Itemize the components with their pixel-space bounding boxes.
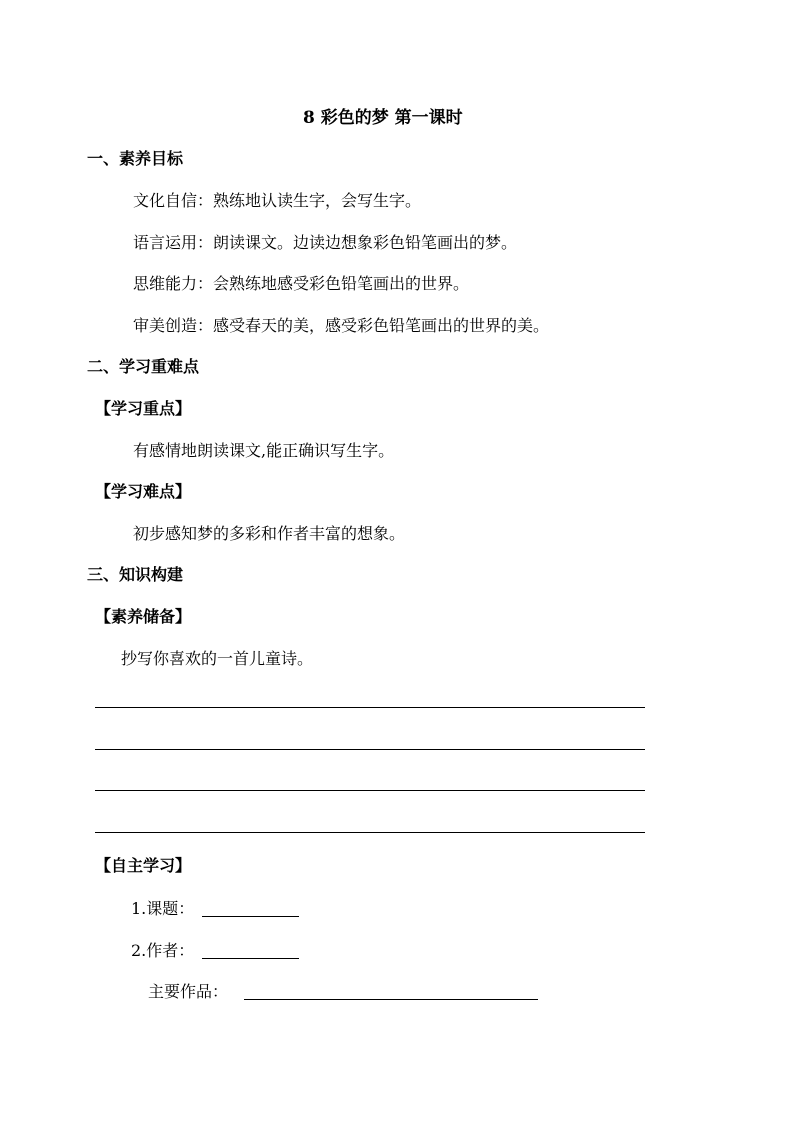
preparation-text: 抄写你喜欢的一首儿童诗。	[121, 649, 314, 668]
title-answer-blank[interactable]	[202, 916, 299, 917]
writing-line[interactable]	[95, 707, 645, 708]
goal-item: 思维能力：会熟练地感受彩色铅笔画出的世界。	[133, 274, 470, 293]
difficulty-label: 【学习难点】	[95, 482, 192, 501]
section-heading-goals: 一、素养目标	[87, 149, 184, 168]
works-answer-blank[interactable]	[244, 999, 538, 1000]
self-study-label: 【自主学习】	[95, 856, 192, 875]
question-author-label: 2.作者：	[131, 941, 195, 960]
question-title-label: 1.课题：	[131, 899, 195, 918]
page-title: 8 彩色的梦 第一课时	[303, 108, 463, 128]
goal-item: 审美创造：感受春天的美，感受彩色铅笔画出的世界的美。	[133, 316, 550, 335]
goal-item: 语言运用：朗读课文。边读边想象彩色铅笔画出的梦。	[133, 233, 518, 252]
writing-line[interactable]	[95, 790, 645, 791]
difficulty-text: 初步感知梦的多彩和作者丰富的想象。	[133, 524, 406, 543]
preparation-label: 【素养储备】	[95, 607, 192, 626]
goal-item: 文化自信：熟练地认读生字，会写生字。	[133, 191, 422, 210]
section-heading-knowledge: 三、知识构建	[87, 565, 184, 584]
key-point-label: 【学习重点】	[95, 399, 192, 418]
question-works-label: 主要作品：	[148, 982, 229, 1001]
writing-line[interactable]	[95, 832, 645, 833]
writing-line[interactable]	[95, 749, 645, 750]
author-answer-blank[interactable]	[202, 958, 299, 959]
key-point-text: 有感情地朗读课文,能正确识写生字。	[133, 441, 395, 460]
section-heading-key-points: 二、学习重难点	[87, 357, 200, 376]
